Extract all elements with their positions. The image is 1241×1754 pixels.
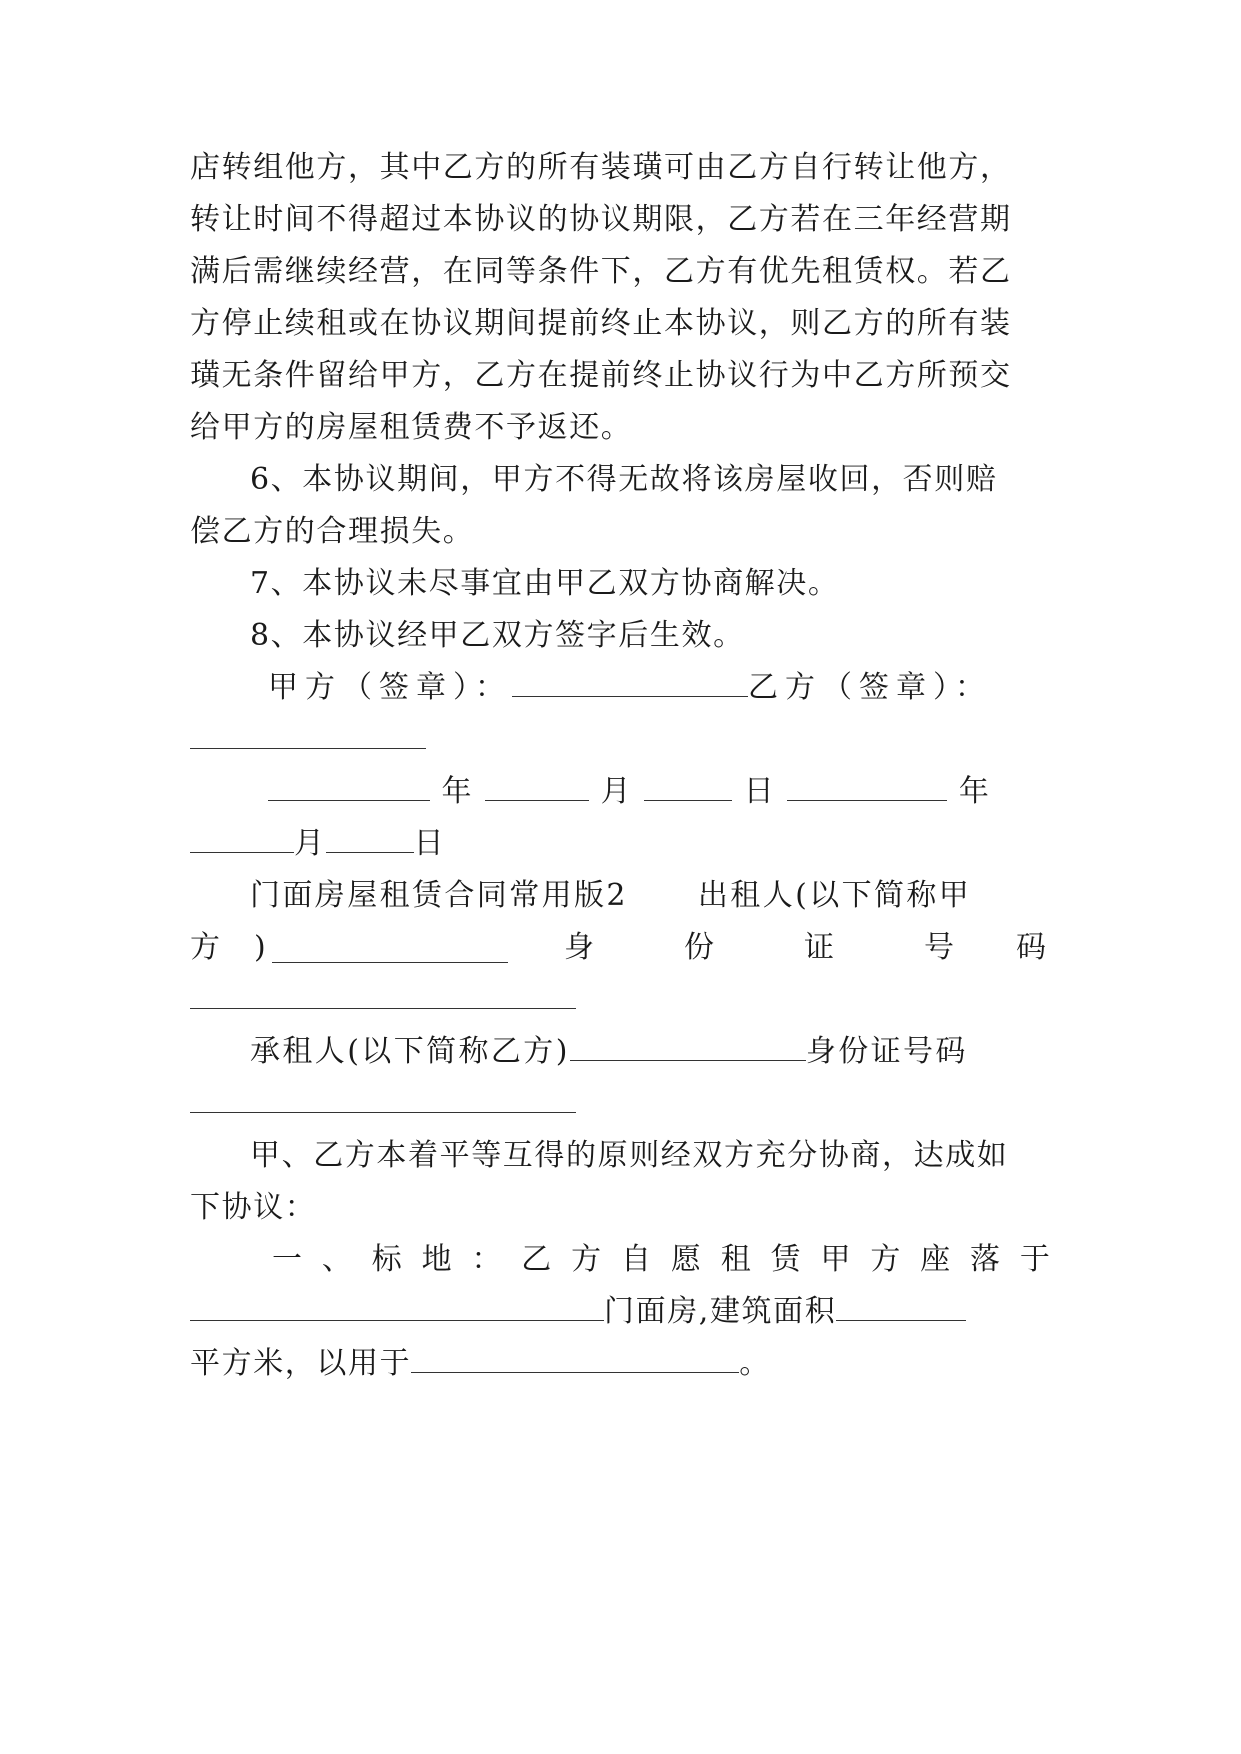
clause-7: 7、本协议未尽事宜由甲乙双方协商解决。 [250, 566, 840, 601]
lessor-id-blank-row [190, 980, 1050, 1020]
item-1-char: 方 [870, 1242, 901, 1277]
item-1-char: 一 [272, 1242, 302, 1277]
item-1-char: 甲 [820, 1242, 851, 1277]
month-blank-b[interactable] [190, 826, 294, 853]
item-1-char: 自 [621, 1242, 652, 1277]
lessee-name-blank[interactable] [570, 1034, 806, 1061]
clause-6-cont: 偿乙方的合理损失。 [190, 514, 475, 549]
item-1-char: 方 [571, 1242, 602, 1277]
date-row [268, 772, 1053, 812]
year-label: 年 [441, 774, 474, 809]
party-a-sign-blank[interactable] [512, 670, 748, 697]
clause-8: 8、本协议经甲乙双方签字后生效。 [250, 618, 745, 653]
contract-2-title: 门面房屋租赁合同常用版2 [250, 878, 628, 913]
item-1-char: 于 [1019, 1242, 1050, 1277]
lessee-row [250, 1032, 1050, 1072]
lessor-id-blank[interactable] [190, 982, 576, 1009]
party-b-sign-blank[interactable] [190, 722, 426, 749]
lessee-id-label: 身份证号码 [805, 1034, 968, 1069]
lessor-name-blank[interactable] [272, 936, 508, 963]
day-blank-b[interactable] [326, 826, 414, 853]
item-1-usage-row [190, 1344, 1050, 1384]
item-1-char: 地 [421, 1242, 452, 1277]
item-1-char: 标 [371, 1242, 402, 1277]
lessee-id-blank[interactable] [190, 1086, 576, 1113]
usage-end: 。 [739, 1346, 771, 1381]
text-line: 璜无条件留给甲方，乙方在提前终止协议行为中乙方所预交 [190, 358, 1012, 393]
item-1-row [272, 1240, 1050, 1280]
item-1-location-row [190, 1292, 1050, 1332]
day-blank[interactable] [644, 774, 732, 801]
text-line: 方停止续租或在协议期间提前终止本协议，则乙方的所有装 [190, 306, 1012, 341]
lessee-id-blank-row [190, 1084, 1050, 1124]
area-blank[interactable] [836, 1294, 966, 1321]
text-line: 给甲方的房屋租赁费不予返还。 [190, 410, 633, 445]
area-unit-usage-label: 平方米，以用于 [190, 1346, 412, 1381]
lessor-fang: 方 [190, 930, 222, 965]
lessor-id-row [190, 928, 1050, 968]
item-1-char: 乙 [521, 1242, 552, 1277]
text-line: 店转组他方，其中乙方的所有装璜可由乙方自行转让他方， [190, 150, 1012, 185]
date-row-cont [190, 824, 1050, 864]
id-char: 份 [684, 930, 716, 965]
agreement-line-cont: 下协议： [190, 1190, 317, 1225]
lessee-label: 承租人(以下简称乙方) [250, 1034, 570, 1069]
location-blank[interactable] [190, 1294, 604, 1321]
id-char: 证 [804, 930, 836, 965]
contract-2-heading [250, 876, 1050, 916]
item-1-char: ： [471, 1242, 502, 1277]
id-char: 号 [924, 930, 956, 965]
item-1-char: 、 [321, 1242, 352, 1277]
month-label-b: 月 [294, 826, 326, 861]
party-b-sign-label: 乙方（签章）： [748, 670, 992, 705]
year-blank-b[interactable] [787, 774, 947, 801]
year-blank[interactable] [268, 774, 430, 801]
item-1-char: 愿 [670, 1242, 701, 1277]
item-1-char: 租 [720, 1242, 751, 1277]
usage-blank[interactable] [411, 1346, 739, 1373]
item-1-char: 赁 [770, 1242, 801, 1277]
signature-row-cont [190, 720, 1050, 760]
month-label: 月 [600, 774, 633, 809]
month-blank[interactable] [485, 774, 589, 801]
clause-6: 6、本协议期间，甲方不得无故将该房屋收回，否则赔 [250, 462, 998, 497]
text-line: 转让时间不得超过本协议的协议期限，乙方若在三年经营期 [190, 202, 1012, 237]
party-a-sign-label: 甲方（签章）： [268, 670, 512, 705]
year-label-b: 年 [958, 774, 991, 809]
agreement-line: 甲、乙方本着平等互得的原则经双方充分协商，达成如 [250, 1138, 1009, 1173]
id-char: 身 [564, 930, 596, 965]
id-char: 码 [1016, 930, 1048, 965]
day-label: 日 [743, 774, 776, 809]
item-1-char: 落 [970, 1242, 1001, 1277]
text-line: 满后需继续经营，在同等条件下，乙方有优先租赁权。若乙 [190, 254, 1012, 289]
lessor-label: 出租人(以下简称甲 [697, 878, 972, 913]
item-1-char: 座 [920, 1242, 951, 1277]
signature-row [268, 668, 1053, 708]
lessor-close-paren: ) [254, 930, 268, 965]
shop-area-label: 门面房,建筑面积 [604, 1294, 837, 1329]
day-label-b: 日 [413, 826, 446, 861]
